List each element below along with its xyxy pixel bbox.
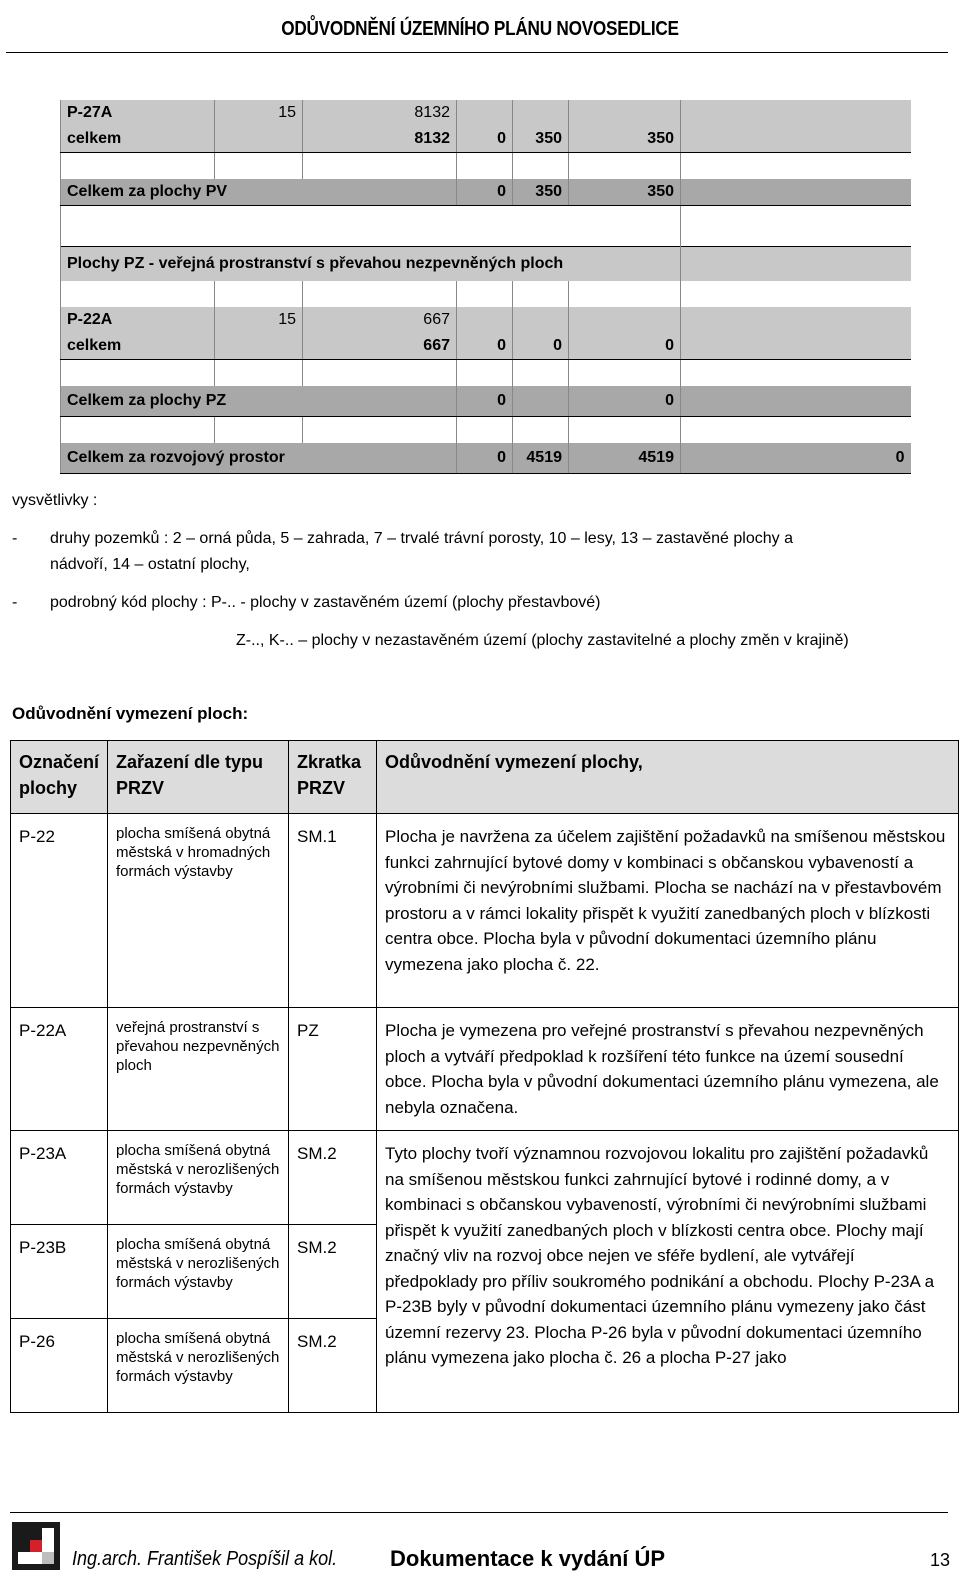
summary-row xyxy=(61,333,911,360)
table-row xyxy=(11,1131,959,1225)
area-type: plocha smíšená obytná městská v nerozlišených formách výstavby xyxy=(108,1319,289,1413)
summary-cell xyxy=(681,386,911,417)
area-justification: Tyto plochy tvoří významnou rozvojovou lokalitu pro zajištění požadavků na smíšenou městskou funkci zahrnující bytové i rodinné domy, a v kombinaci s občanskou vybaveností, výrobními či nevýrobními službami přispět k využití zanedbaných ploch v blízkosti centra obce. Plochy mají značný vliv na rozvoj obce nejen ve sféře bydlení, ale vytvářejí předpoklady pro příliv soukromého podnikání a obchodu. Plochy P-23A a P-23B byly v původní dokumentaci územního plánu vymezeny jako část územní rezervy 23. Plocha P-26 byla v původní dokumentaci územního plánu vymezena jako plocha č. 26 a plocha P-27 jako xyxy=(377,1131,959,1413)
area-type: plocha smíšená obytná městská v hromadných formách výstavby xyxy=(108,814,289,1008)
area-abbr: PZ xyxy=(289,1008,377,1131)
area-code: P-23A xyxy=(11,1131,108,1225)
summary-row xyxy=(61,386,911,417)
summary-label: Celkem za plochy PZ xyxy=(61,386,457,417)
footer-author: Ing.arch. František Pospíšil a kol. xyxy=(72,1548,338,1570)
summary-category-title: Plochy PZ - veřejná prostranství s převahou nezpevněných ploch xyxy=(61,247,681,282)
justification-table xyxy=(10,740,959,1413)
summary-spacer xyxy=(61,281,911,307)
area-type: plocha smíšená obytná městská v nerozlišených formách výstavby xyxy=(108,1225,289,1319)
summary-cell xyxy=(681,100,911,126)
summary-cell: 4519 xyxy=(569,443,681,474)
header-przv-type: Zařazení dle typu PRZV xyxy=(108,741,289,814)
area-code: P-26 xyxy=(11,1319,108,1413)
summary-cell: 0 xyxy=(681,443,911,474)
footer-rule xyxy=(10,1512,948,1513)
summary-label: celkem xyxy=(61,333,215,360)
summary-row xyxy=(61,100,911,126)
summary-label: P-27A xyxy=(61,100,215,126)
area-type: plocha smíšená obytná městská v nerozlišených formách výstavby xyxy=(108,1131,289,1225)
summary-row xyxy=(61,307,911,333)
legend-area-code-z: Z-.., K-.. – plochy v nezastavěném území (plochy zastavitelné a plochy změn v krajině) xyxy=(236,632,849,649)
summary-cell xyxy=(513,100,569,126)
table-header-row xyxy=(11,741,959,814)
summary-cell: 0 xyxy=(457,333,513,360)
summary-row xyxy=(61,443,911,474)
summary-cell: 0 xyxy=(513,333,569,360)
legend-dash: - xyxy=(12,594,18,611)
summary-spacer xyxy=(61,417,911,444)
summary-cell: 8132 xyxy=(303,126,457,153)
summary-cell xyxy=(457,100,513,126)
legend-dash: - xyxy=(12,530,18,547)
summary-cell xyxy=(569,100,681,126)
summary-cell xyxy=(569,307,681,333)
area-code: P-23B xyxy=(11,1225,108,1319)
header-rule xyxy=(6,52,948,53)
summary-row xyxy=(61,126,911,153)
summary-cell: 667 xyxy=(303,307,457,333)
page-header-title: ODŮVODNĚNÍ ÚZEMNÍHO PLÁNU NOVOSEDLICE xyxy=(281,18,679,40)
summary-cell: 15 xyxy=(215,307,303,333)
summary-spacer xyxy=(61,153,911,180)
summary-cell: 0 xyxy=(457,386,513,417)
area-abbr: SM.2 xyxy=(289,1131,377,1225)
summary-cell xyxy=(681,333,911,360)
summary-spacer xyxy=(61,360,911,387)
summary-label: celkem xyxy=(61,126,215,153)
legend-area-code: podrobný kód plochy : P-.. - plochy v zastavěném území (plochy přestavbové) xyxy=(50,594,601,611)
summary-cell: 350 xyxy=(569,126,681,153)
company-logo-icon xyxy=(12,1522,60,1570)
page-number: 13 xyxy=(930,1550,951,1570)
summary-cell: 350 xyxy=(513,179,569,206)
summary-spacer xyxy=(61,206,911,247)
summary-cell: 350 xyxy=(569,179,681,206)
summary-cell xyxy=(215,126,303,153)
header-justification: Odůvodnění vymezení plochy, xyxy=(377,741,959,814)
summary-cell: 350 xyxy=(513,126,569,153)
summary-cell xyxy=(681,179,911,206)
legend-land-types-cont: nádvoří, 14 – ostatní plochy, xyxy=(50,556,250,573)
area-abbr: SM.1 xyxy=(289,814,377,1008)
area-type: veřejná prostranství s převahou nezpevněných ploch xyxy=(108,1008,289,1131)
summary-cell xyxy=(681,247,911,282)
header-przv-abbr: Zkratka PRZV xyxy=(289,741,377,814)
area-code: P-22A xyxy=(11,1008,108,1131)
footer-document-title: Dokumentace k vydání ÚP xyxy=(390,1546,666,1571)
table-row xyxy=(11,1008,959,1131)
area-justification: Plocha je navržena za účelem zajištění požadavků na smíšenou městskou funkci zahrnující bytové domy v kombinaci s občanskou vybaveností a výrobními či nevýrobními službami. Plocha se nachází na v přestavbovém prostoru a v rámci lokality přispět k využití zanedbaných ploch v blízkosti centra obce. Plocha byla v původní dokumentaci územního plánu vymezena jako plocha č. 22. xyxy=(377,814,959,1008)
summary-cell xyxy=(215,333,303,360)
summary-label: Celkem za rozvojový prostor xyxy=(61,443,457,474)
summary-cell xyxy=(513,386,569,417)
section-title: Odůvodnění vymezení ploch: xyxy=(12,704,249,723)
area-code: P-22 xyxy=(11,814,108,1008)
summary-label: P-22A xyxy=(61,307,215,333)
summary-cell: 15 xyxy=(215,100,303,126)
summary-cell: 667 xyxy=(303,333,457,360)
summary-cell xyxy=(681,126,911,153)
summary-cell: 0 xyxy=(569,386,681,417)
summary-label: Celkem za plochy PV xyxy=(61,179,457,206)
summary-cell: 0 xyxy=(457,443,513,474)
summary-cell: 8132 xyxy=(303,100,457,126)
summary-cell: 0 xyxy=(457,126,513,153)
summary-cell: 0 xyxy=(457,179,513,206)
summary-row xyxy=(61,247,911,282)
area-justification: Plocha je vymezena pro veřejné prostranství s převahou nezpevněných ploch a vytváří předpoklad k rozšíření této funkce na území sousední obce. Plocha byla v původní dokumentaci územního plánu vymezena, ale nebyla označena. xyxy=(377,1008,959,1131)
area-abbr: SM.2 xyxy=(289,1225,377,1319)
summary-cell xyxy=(681,307,911,333)
legend-land-types: druhy pozemků : 2 – orná půda, 5 – zahrada, 7 – trvalé trávní porosty, 10 – lesy, 13 – zastavěné plochy a xyxy=(50,530,793,547)
legend-title: vysvětlivky : xyxy=(12,492,98,509)
summary-cell: 4519 xyxy=(513,443,569,474)
area-abbr: SM.2 xyxy=(289,1319,377,1413)
header-designation: Označení plochy xyxy=(11,741,108,814)
summary-cell xyxy=(457,307,513,333)
area-summary-table xyxy=(60,100,911,474)
summary-cell xyxy=(513,307,569,333)
summary-row xyxy=(61,179,911,206)
table-row xyxy=(11,814,959,1008)
summary-cell: 0 xyxy=(569,333,681,360)
